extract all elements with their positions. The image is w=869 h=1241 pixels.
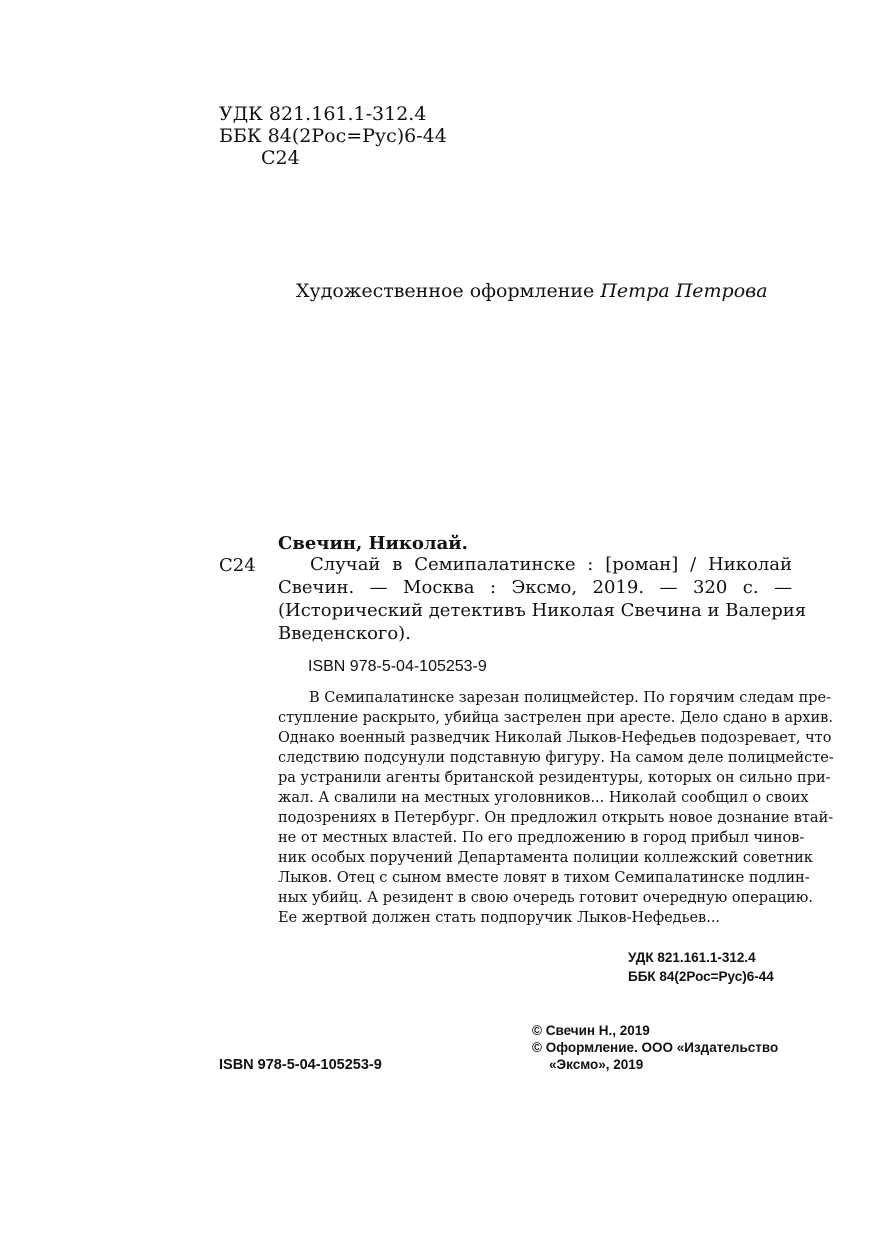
bibliography-line: Свечин. — Москва : Эксмо, 2019. — 320 с. — xyxy=(278,577,792,598)
artist-name: Петра Петрова xyxy=(600,280,768,302)
annotation-line: В Семипалатинске зарезан полицмейстер. По горячим следам пре- xyxy=(309,690,832,706)
bibliography-author: Свечин, Николай. xyxy=(278,533,468,554)
annotation-line: ра устранили агенты британской резидентуры, которых он сильно при- xyxy=(278,770,831,786)
annotation-line: ступление раскрыто, убийца застрелен при аресте. Дело сдано в архив. xyxy=(278,710,833,726)
bibliography-line: Случай в Семипалатинске : [роман] / Николай xyxy=(310,554,792,575)
bbk-code: ББК 84(2Рос=Рус)6-44 xyxy=(219,125,447,147)
annotation-line: следствию подсунули подставную фигуру. На самом деле полицмейсте- xyxy=(278,750,834,766)
bottom-classification-codes xyxy=(628,948,774,986)
bibliography-author-sign: С24 xyxy=(219,555,256,576)
top-classification-codes xyxy=(219,103,447,169)
annotation-line: Лыков. Отец с сыном вместе ловят в тихом Семипалатинске подлин- xyxy=(278,870,810,886)
annotation-line: жал. А свалили на местных уголовников... Николай сообщил о своих xyxy=(278,790,809,806)
copyright-design: © Оформление. ООО «Издательство xyxy=(532,1040,779,1055)
annotation-line: Однако военный разведчик Николай Лыков-Нефедьев подозревает, что xyxy=(278,730,832,746)
bibliography-line: (Исторический детективъ Николая Свечина и Валерия xyxy=(278,600,807,621)
copyright-block xyxy=(532,1022,778,1073)
annotation-line: ник особых поручений Департамента полиции коллежский советник xyxy=(278,850,813,866)
author-sign: С24 xyxy=(261,147,300,169)
bibliography-description xyxy=(278,553,807,645)
annotation-line: не от местных властей. По его предложению в город прибыл чинов- xyxy=(278,830,805,846)
bibliography-line: Введенского). xyxy=(278,623,411,644)
annotation-line: ных убийц. А резидент в свою очередь готовит очередную операцию. xyxy=(278,890,813,906)
art-credit xyxy=(296,279,768,303)
bottom-isbn: ISBN 978-5-04-105253-9 xyxy=(219,1057,382,1073)
bibliography-isbn: ISBN 978-5-04-105253-9 xyxy=(308,658,487,675)
copyright-design-continued: «Эксмо», 2019 xyxy=(549,1057,644,1072)
copyright-author: © Свечин Н., 2019 xyxy=(532,1023,650,1038)
annotation-line: Ее жертвой должен стать подпоручик Лыков-Нефедьев... xyxy=(278,910,721,926)
udk-code: УДК 821.161.1-312.4 xyxy=(219,103,427,125)
bottom-udk-code: УДК 821.161.1-312.4 xyxy=(628,950,756,965)
bottom-bbk-code: ББК 84(2Рос=Рус)6-44 xyxy=(628,969,774,984)
annotation xyxy=(278,688,834,928)
art-credit-label: Художественное оформление xyxy=(296,280,595,302)
annotation-line: подозрениях в Петербург. Он предложил открыть новое дознание втай- xyxy=(278,810,834,826)
